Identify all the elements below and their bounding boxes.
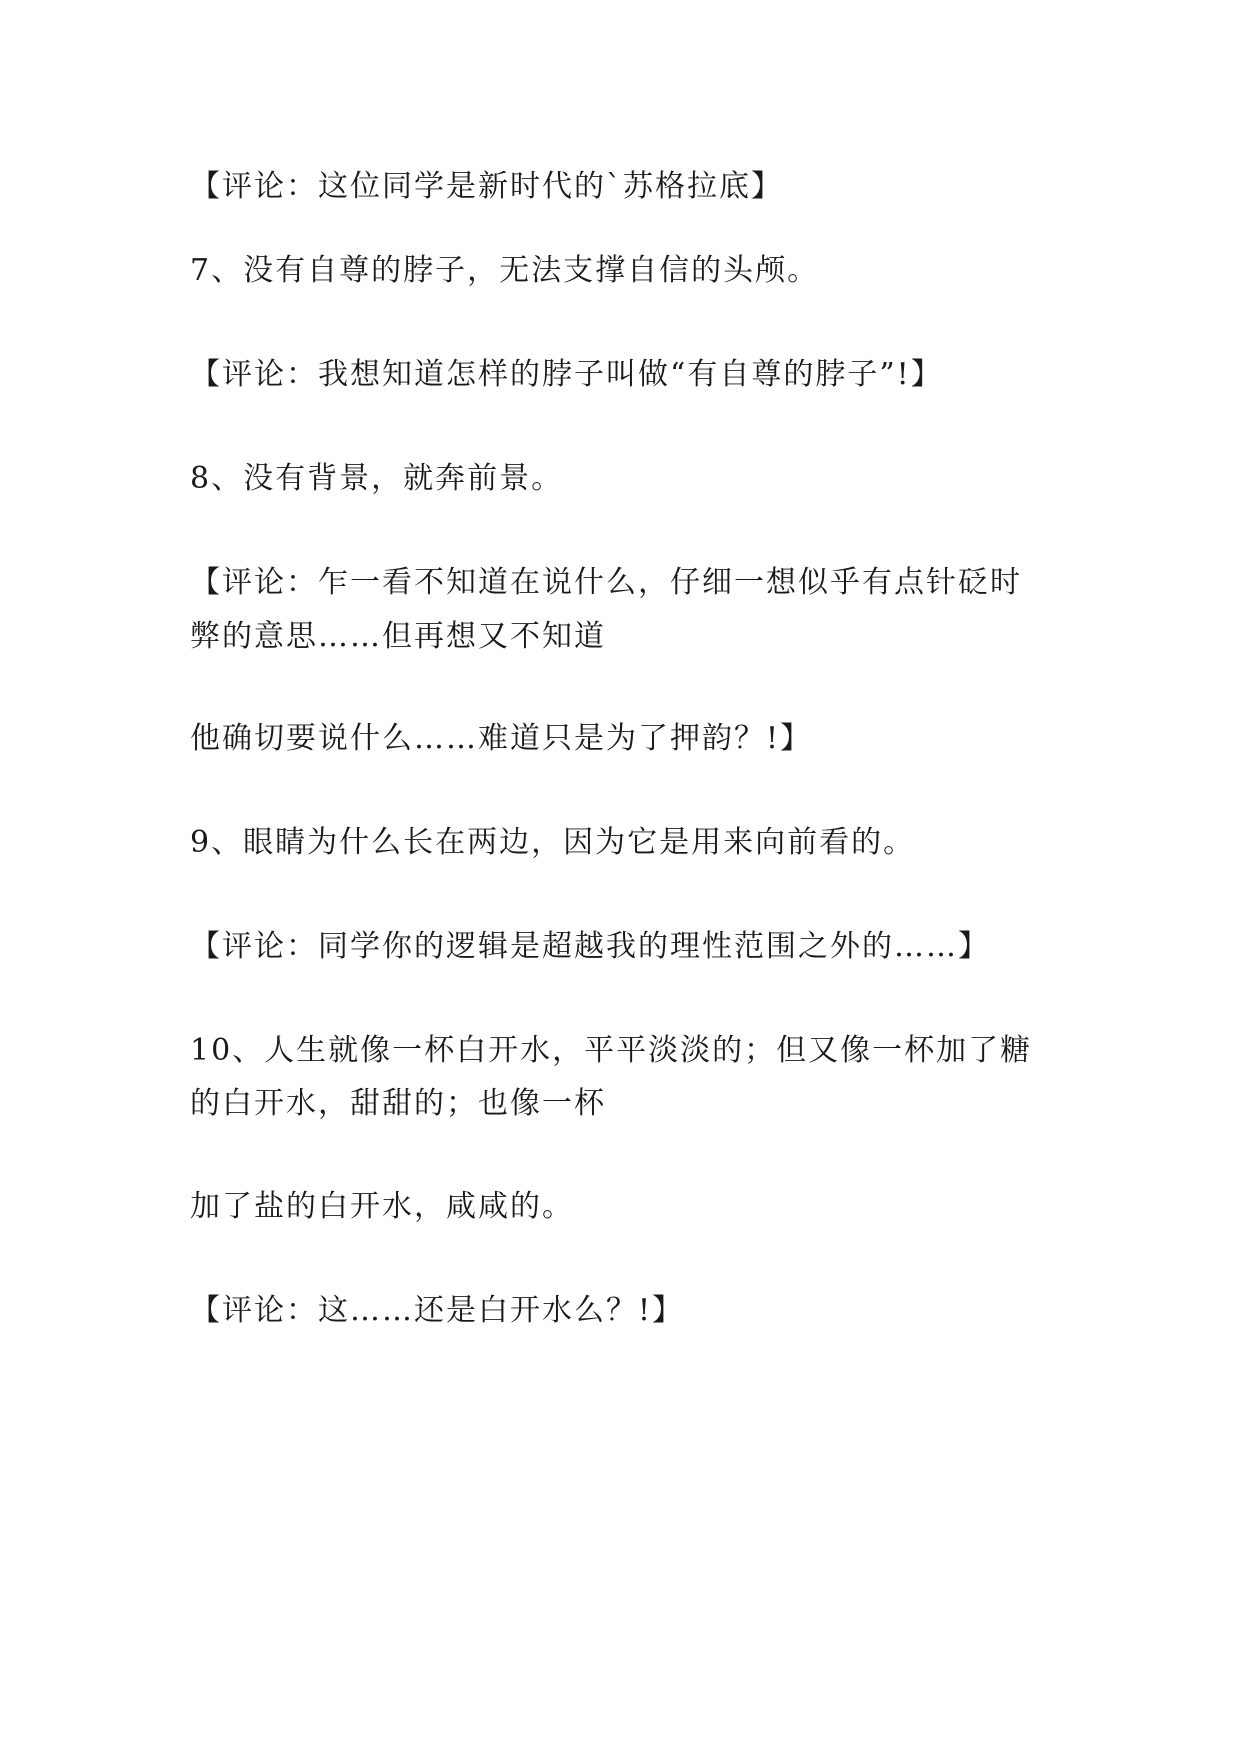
comment-line: 【评论：这位同学是新时代的`苏格拉底】: [190, 169, 783, 204]
comment-line: 【评论：同学你的逻辑是超越我的理性范围之外的……】: [190, 929, 990, 964]
quote-line: 加了盐的白开水，咸咸的。: [190, 1189, 574, 1224]
quote-line: 9、眼睛为什么长在两边，因为它是用来向前看的。: [190, 825, 916, 860]
comment-line: 【评论：这……还是白开水么？!】: [190, 1293, 685, 1328]
quote-line: 10、人生就像一杯白开水，平平淡淡的；但又像一杯加了糖: [190, 1033, 1033, 1068]
comment-line: 他确切要说什么……难道只是为了押韵？!】: [190, 721, 813, 756]
comment-line: 【评论：我想知道怎样的脖子叫做“有自尊的脖子”!】: [190, 357, 943, 392]
quote-line: 7、没有自尊的脖子，无法支撑自信的头颅。: [190, 253, 820, 288]
comment-line: 弊的意思……但再想又不知道: [190, 619, 606, 654]
quote-line: 8、没有背景，就奔前景。: [190, 461, 564, 496]
quote-line: 的白开水，甜甜的；也像一杯: [190, 1086, 606, 1121]
comment-line: 【评论：乍一看不知道在说什么，仔细一想似乎有点针砭时: [190, 565, 1022, 600]
